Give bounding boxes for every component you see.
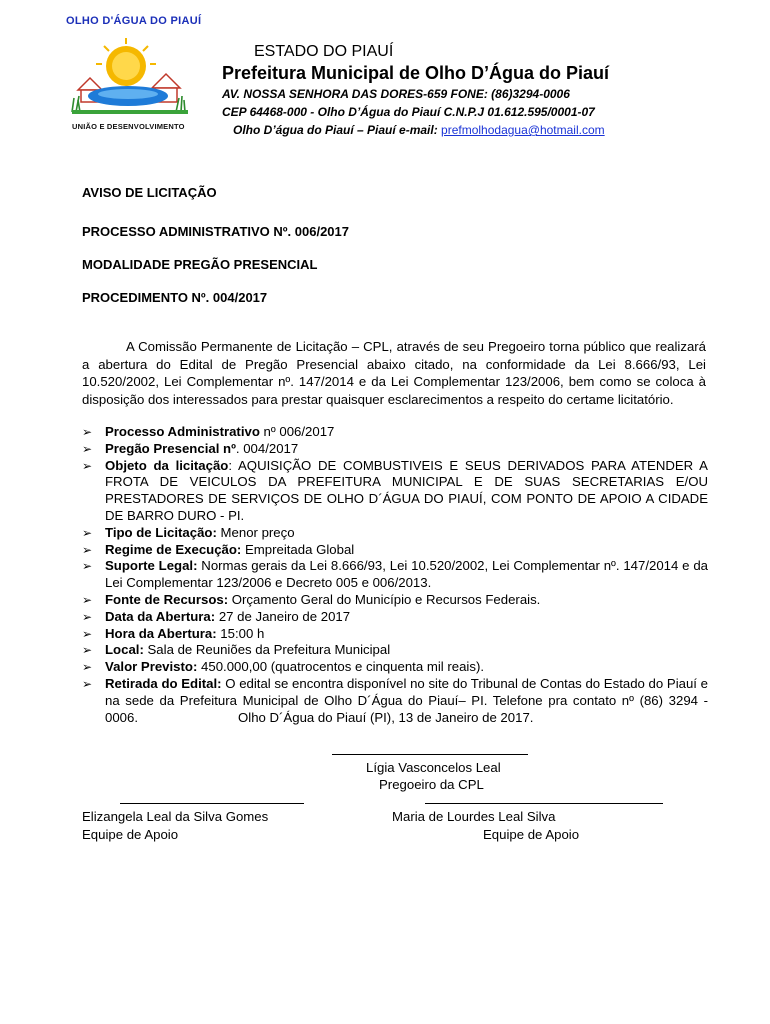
list-item: ➢ Processo Administrativo nº 006/2017: [82, 424, 335, 439]
list-item: ➢ Regime de Execução: Empreitada Global: [82, 541, 355, 557]
arrow-bullet-icon: ➢: [82, 559, 93, 574]
date-line: Olho D´Água do Piauí (PI), 13 de Janeiro de 2017.: [238, 710, 534, 725]
list-item: ➢ Valor Previsto: 450.000,00 (quatrocentos e cinquenta mil reais).: [82, 659, 484, 675]
logo-caption: UNIÃO E DESENVOLVIMENTO: [72, 122, 185, 131]
list-item: ➢ Local: Sala de Reuniões da Prefeitura Municipal: [82, 642, 391, 658]
arrow-bullet-icon: ➢: [82, 660, 93, 675]
arrow-bullet-icon: ➢: [82, 676, 93, 691]
arrow-bullet-icon: ➢: [82, 458, 93, 473]
procedimento-heading: PROCEDIMENTO Nº. 004/2017: [82, 290, 268, 305]
arrow-bullet-icon: ➢: [82, 441, 93, 456]
arrow-bullet-icon: ➢: [82, 643, 93, 658]
support-role-left: Equipe de Apoio: [82, 827, 179, 842]
arrow-bullet-icon: ➢: [82, 542, 93, 557]
arrow-bullet-icon: ➢: [82, 425, 93, 439]
prefeitura-title: Prefeitura Municipal de Olho D’Água do Piauí: [222, 63, 610, 83]
support-name-right: Maria de Lourdes Leal Silva: [392, 809, 556, 824]
municipal-logo-icon: [64, 32, 194, 124]
pregoeiro-name: Lígia Vasconcelos Leal: [366, 760, 501, 775]
list-item: ➢ Fonte de Recursos: Orçamento Geral do Município e Recursos Federais.: [82, 591, 541, 607]
intro-paragraph: A Comissão Permanente de Licitação – CPL, através de seu Pregoeiro torna público que realizará a abertura do Edital de Pregão Presencial abaixo citado, na conformidade da Lei 8.666/93, Lei 10.520/2002, Lei Complementar nº. 147/2014 e da Lei Complementar 123/2006, bem como se coloca à disposição dos interessados para prestar quaisquer esclarecimentos a respeito do certame licitatório.: [82, 339, 706, 407]
aviso-heading: AVISO DE LICITAÇÃO: [82, 185, 217, 200]
list-item: ➢ Pregão Presencial nº. 004/2017: [82, 440, 299, 456]
list-item: ➢ Data da Abertura: 27 de Janeiro de 2017: [82, 608, 351, 624]
processo-heading: PROCESSO ADMINISTRATIVO Nº. 006/2017: [82, 224, 349, 239]
arrow-bullet-icon: ➢: [82, 592, 93, 607]
modalidade-heading: MODALIDADE PREGÃO PRESENCIAL: [82, 257, 318, 272]
signature-line: [332, 754, 528, 755]
list-item: ➢ Suporte Legal: Normas gerais da Lei 8.666/93, Lei 10.520/2002, Lei Complementar nº. 147/2014 e da Lei Complementar 123/2006 e Decreto 005 e 006/2013.: [82, 558, 708, 591]
signature-line: [120, 803, 304, 804]
address-line: AV. NOSSA SENHORA DAS DORES-659 FONE: (86)3294-0006: [222, 87, 570, 101]
list-item: ➢ Retirada do Edital: O edital se encontra disponível no site do Tribunal de Contas do Estado do Piauí e na sede da Prefeitura Municipal de Olho D´Água do Piauí– PI. Telefone pra contato nº (86) 3294 - 0006.: [82, 675, 708, 725]
list-item: ➢ Hora da Abertura: 15:00 h: [82, 625, 265, 641]
logo-title: OLHO D'ÁGUA DO PIAUÍ: [66, 15, 202, 27]
details-list: [80, 424, 708, 726]
arrow-bullet-icon: ➢: [82, 525, 93, 540]
state-title: ESTADO DO PIAUÍ: [254, 43, 394, 60]
email-line: [233, 123, 605, 137]
email-link[interactable]: prefmolhodagua@hotmail.com: [441, 123, 605, 137]
signature-line: [425, 803, 663, 804]
email-prefix: Olho D’água do Piauí – Piauí e-mail:: [233, 123, 438, 137]
support-role-right: Equipe de Apoio: [483, 827, 580, 842]
pregoeiro-role: Pregoeiro da CPL: [379, 777, 484, 792]
arrow-bullet-icon: ➢: [82, 626, 93, 641]
list-item: ➢ Tipo de Licitação: Menor preço: [82, 524, 295, 540]
support-name-left: Elizangela Leal da Silva Gomes: [82, 809, 269, 824]
arrow-bullet-icon: ➢: [82, 609, 93, 624]
cep-cnpj-line: CEP 64468-000 - Olho D’Água do Piauí C.N.P.J 01.612.595/0001-07: [222, 105, 595, 119]
list-item: ➢ Objeto da licitação: AQUISIÇÃO DE COMBUSTIVEIS E SEUS DERIVADOS PARA ATENDER A FROTA DE VEICULOS DA PREFEITURA MUNICIPAL E DE SUAS SECRETARIAS E/OU PRESTADORES DE SERVIÇOS DE OLHO D´ÁGUA DO PIAUÍ, COM PONTO DE APOIO A CIDADE DE BARRO DURO - PI.: [82, 457, 708, 523]
